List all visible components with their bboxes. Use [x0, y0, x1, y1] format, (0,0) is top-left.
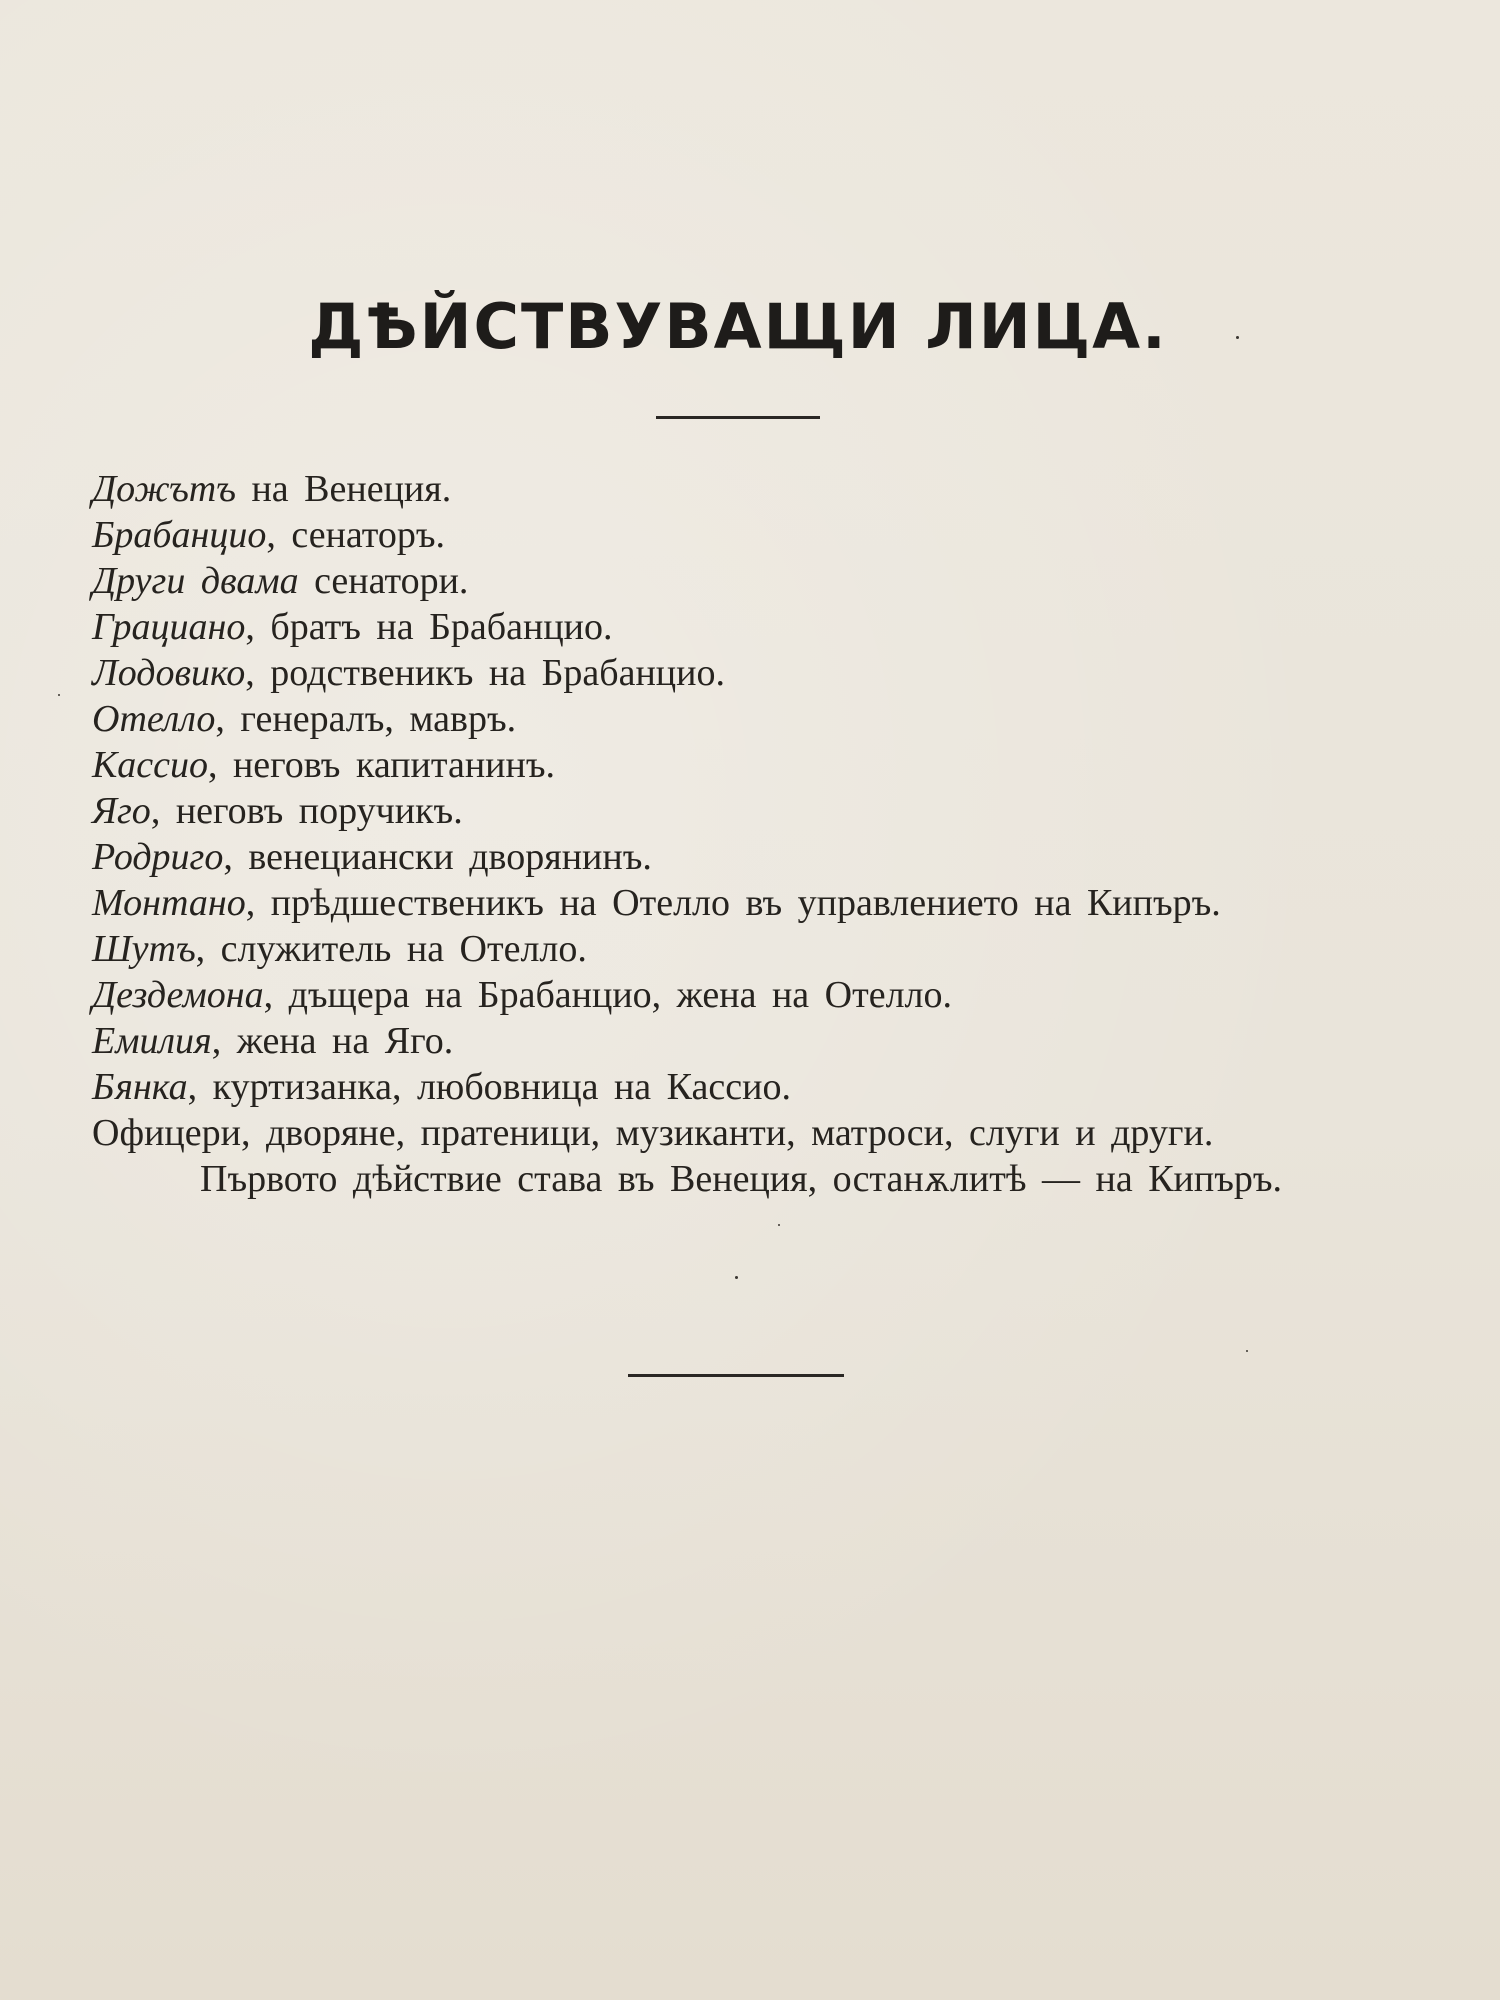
page-title: ДѢЙСТВУВАЩИ ЛИЦА.	[308, 290, 1168, 363]
character-description: , родственикъ на Брабанцио.	[245, 652, 725, 694]
character-description: , дъщера на Брабанцио, жена на Отелло.	[263, 974, 953, 1016]
others-line: Офицери, дворяне, пратеници, музиканти, матроси, слуги и други.	[92, 1112, 1214, 1154]
character-description: , неговъ поручикъ.	[150, 790, 463, 832]
cast-entry	[92, 466, 1422, 512]
cast-entry	[92, 696, 1422, 742]
character-description: , прѣдшественикъ на Отелло въ управлението на Кипъръ.	[245, 882, 1221, 924]
setting-line: Първото дѣйствие става въ Венеция, останѫлитѣ — на Кипъръ.	[200, 1158, 1283, 1200]
cast-entry	[92, 1018, 1422, 1064]
paper-speck	[1236, 336, 1239, 339]
character-name: Други двама	[92, 560, 299, 602]
character-name: Шутъ	[92, 928, 196, 970]
character-description: , братъ на Брабанцио.	[245, 606, 613, 648]
paper-speck	[735, 1276, 738, 1279]
cast-entry	[92, 926, 1422, 972]
bottom-divider	[628, 1374, 844, 1377]
paper-speck	[1246, 1350, 1248, 1352]
cast-entry	[92, 1064, 1422, 1110]
character-description: на Венеция.	[235, 468, 452, 510]
paper-speck	[58, 694, 60, 696]
cast-entry	[92, 558, 1422, 604]
cast-entry	[92, 742, 1422, 788]
character-name: Бянка	[92, 1066, 188, 1108]
character-name: Яго	[92, 790, 151, 832]
character-description: , жена на Яго.	[211, 1020, 454, 1062]
cast-entry	[92, 604, 1422, 650]
character-name: Монтано	[92, 882, 246, 924]
character-description: сенатори.	[298, 560, 469, 602]
title-divider	[656, 416, 820, 419]
character-description: , сенаторъ.	[266, 514, 446, 556]
character-name: Брабанцио	[92, 514, 267, 556]
cast-entry	[92, 880, 1422, 926]
cast-entry	[92, 834, 1422, 880]
character-name: Отелло	[92, 698, 216, 740]
cast-entry	[92, 650, 1422, 696]
character-description: , венециански дворянинъ.	[223, 836, 652, 878]
character-description: , куртизанка, любовница на Кассио.	[187, 1066, 791, 1108]
character-name: Дожътъ	[92, 468, 236, 510]
character-description: , служитель на Отелло.	[195, 928, 587, 970]
cast-entry	[92, 512, 1422, 558]
character-name: Родриго	[92, 836, 224, 878]
paper-speck	[778, 1224, 780, 1226]
cast-entry	[92, 972, 1422, 1018]
cast-list	[92, 466, 1422, 1202]
character-description: , генералъ, мавръ.	[215, 698, 517, 740]
character-name: Кассио	[92, 744, 208, 786]
character-name: Лодовико	[92, 652, 246, 694]
character-name: Грациано	[92, 606, 246, 648]
cast-entry	[92, 788, 1422, 834]
character-name: Дездемона	[92, 974, 264, 1016]
character-description: , неговъ капитанинъ.	[207, 744, 555, 786]
character-name: Емилия	[92, 1020, 212, 1062]
